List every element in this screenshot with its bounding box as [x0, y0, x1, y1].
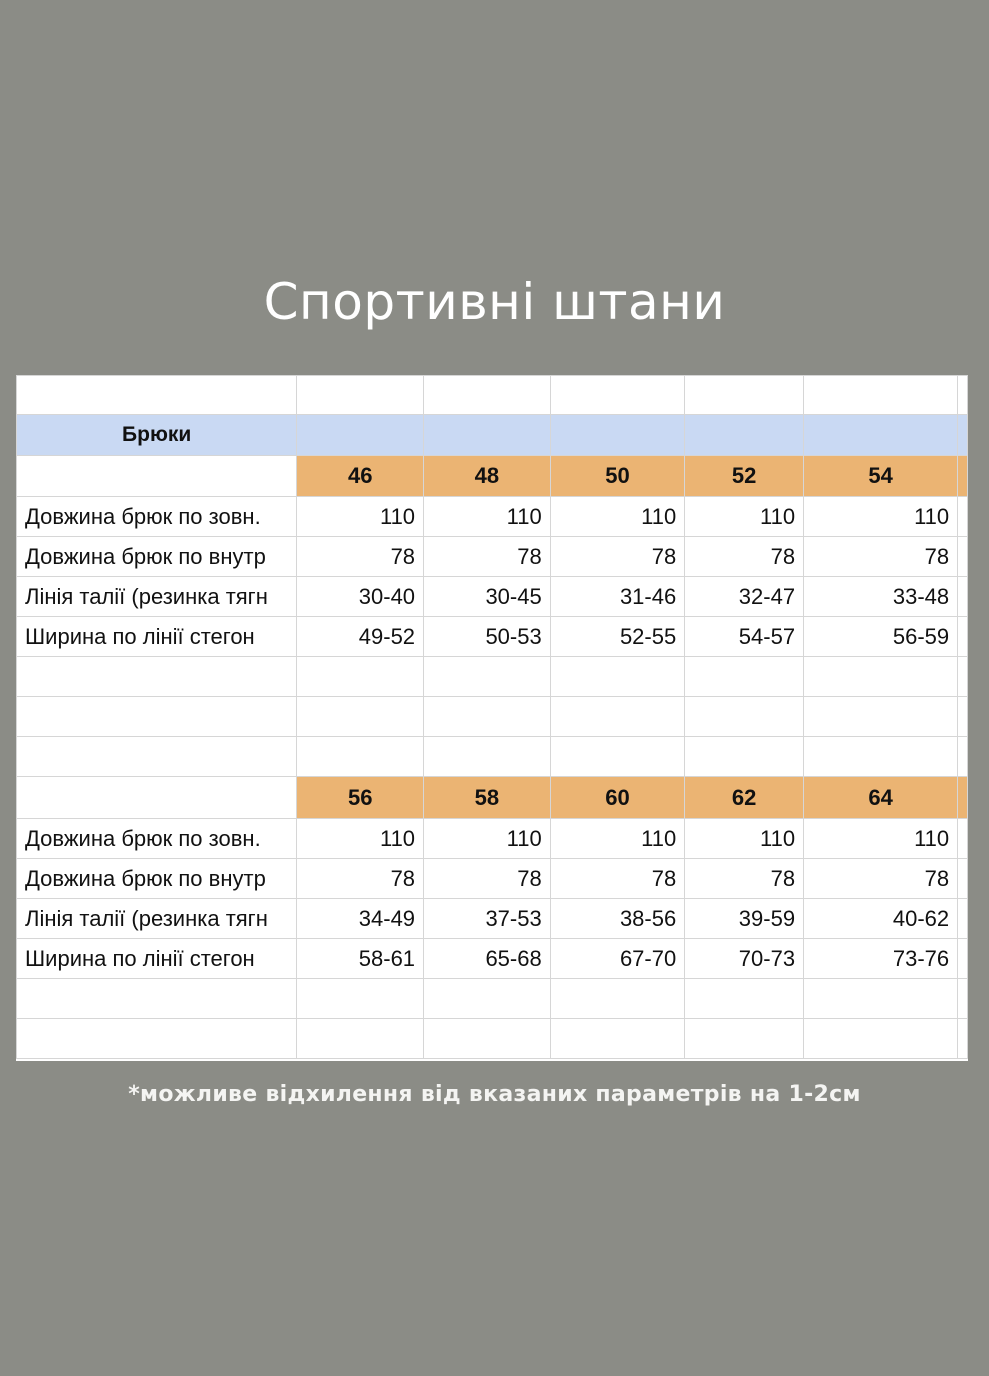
cell[interactable]: [550, 697, 685, 737]
value-cell[interactable]: 78: [685, 537, 804, 577]
value-cell[interactable]: 78: [550, 537, 685, 577]
cell[interactable]: [958, 737, 968, 777]
cell[interactable]: [685, 697, 804, 737]
header-blank-cell[interactable]: [685, 415, 804, 456]
cell[interactable]: [958, 697, 968, 737]
value-cell[interactable]: 78: [685, 859, 804, 899]
row-label[interactable]: Лінія талії (резинка тягн: [17, 577, 297, 617]
table-row: [17, 617, 968, 657]
cell[interactable]: [424, 697, 551, 737]
table-row: [17, 537, 968, 577]
header-blank-cell[interactable]: [550, 415, 685, 456]
size-chart-table: [16, 375, 968, 1059]
cell[interactable]: [958, 979, 968, 1019]
cell[interactable]: [297, 1019, 424, 1059]
cell[interactable]: [17, 697, 297, 737]
value-cell[interactable]: 78: [297, 859, 424, 899]
cell[interactable]: [550, 376, 685, 415]
value-cell[interactable]: 78: [550, 859, 685, 899]
value-cell[interactable]: 34-49: [297, 899, 424, 939]
cell[interactable]: [424, 737, 551, 777]
value-cell[interactable]: 50-53: [424, 617, 551, 657]
value-cell[interactable]: 110: [297, 819, 424, 859]
value-cell[interactable]: 110: [685, 819, 804, 859]
cell[interactable]: [17, 376, 297, 415]
size-cell[interactable]: 46: [297, 456, 424, 497]
cell[interactable]: [958, 577, 968, 617]
empty-row: [17, 376, 968, 415]
cell[interactable]: [804, 657, 958, 697]
row-label[interactable]: Довжина брюк по зовн.: [17, 497, 297, 537]
table-row: [17, 859, 968, 899]
value-cell[interactable]: 32-47: [685, 577, 804, 617]
value-cell[interactable]: 49-52: [297, 617, 424, 657]
tolerance-footnote: *можливе відхилення від вказаних параметрів на 1-2см: [128, 1082, 861, 1107]
cell[interactable]: [550, 1019, 685, 1059]
cell[interactable]: [958, 1019, 968, 1059]
row-label[interactable]: Ширина по лінії стегон: [17, 617, 297, 657]
size-cell[interactable]: 62: [685, 777, 804, 819]
cell[interactable]: [804, 979, 958, 1019]
value-cell[interactable]: 78: [804, 859, 958, 899]
value-cell[interactable]: 73-76: [804, 939, 958, 979]
size-row: [17, 456, 968, 497]
cell[interactable]: [550, 737, 685, 777]
value-cell[interactable]: 30-40: [297, 577, 424, 617]
cell[interactable]: [958, 657, 968, 697]
value-cell[interactable]: 65-68: [424, 939, 551, 979]
value-cell[interactable]: 30-45: [424, 577, 551, 617]
cell[interactable]: [424, 376, 551, 415]
row-label[interactable]: Довжина брюк по внутр: [17, 859, 297, 899]
table-row: [17, 899, 968, 939]
header-blank-cell[interactable]: [804, 415, 958, 456]
size-cell[interactable]: 52: [685, 456, 804, 497]
empty-row: [17, 657, 968, 697]
value-cell[interactable]: 78: [424, 859, 551, 899]
cell[interactable]: [297, 657, 424, 697]
cell[interactable]: [550, 657, 685, 697]
row-label[interactable]: Ширина по лінії стегон: [17, 939, 297, 979]
cell[interactable]: [804, 697, 958, 737]
value-cell[interactable]: 33-48: [804, 577, 958, 617]
cell[interactable]: [297, 737, 424, 777]
size-row: [17, 777, 968, 819]
size-chart-spreadsheet: [16, 375, 968, 1061]
value-cell[interactable]: 40-62: [804, 899, 958, 939]
value-cell[interactable]: 70-73: [685, 939, 804, 979]
cell[interactable]: [17, 737, 297, 777]
cell[interactable]: [958, 899, 968, 939]
cell[interactable]: [17, 1019, 297, 1059]
value-cell[interactable]: 31-46: [550, 577, 685, 617]
cell[interactable]: [550, 979, 685, 1019]
value-cell[interactable]: 39-59: [685, 899, 804, 939]
row-label[interactable]: Лінія талії (резинка тягн: [17, 899, 297, 939]
size-cell[interactable]: 58: [424, 777, 551, 819]
cell[interactable]: [17, 777, 297, 819]
value-cell[interactable]: 110: [550, 819, 685, 859]
table-row: [17, 577, 968, 617]
cell[interactable]: [958, 859, 968, 899]
size-cell[interactable]: 56: [297, 777, 424, 819]
size-cell[interactable]: 60: [550, 777, 685, 819]
cell[interactable]: [297, 376, 424, 415]
empty-row: [17, 979, 968, 1019]
cell[interactable]: [804, 737, 958, 777]
cell[interactable]: [685, 737, 804, 777]
header-row: [17, 415, 968, 456]
header-blank-cell[interactable]: [297, 415, 424, 456]
value-cell[interactable]: 110: [424, 819, 551, 859]
cell[interactable]: [685, 979, 804, 1019]
row-label[interactable]: Довжина брюк по внутр: [17, 537, 297, 577]
cell[interactable]: [297, 979, 424, 1019]
table-row: [17, 939, 968, 979]
cell[interactable]: [958, 939, 968, 979]
value-cell[interactable]: 67-70: [550, 939, 685, 979]
size-cell[interactable]: 54: [804, 456, 958, 497]
row-label[interactable]: Довжина брюк по зовн.: [17, 819, 297, 859]
table-row: [17, 819, 968, 859]
cell[interactable]: [958, 819, 968, 859]
cell[interactable]: [297, 697, 424, 737]
cell[interactable]: [17, 979, 297, 1019]
cell[interactable]: [804, 376, 958, 415]
value-cell[interactable]: 58-61: [297, 939, 424, 979]
value-cell[interactable]: 54-57: [685, 617, 804, 657]
value-cell[interactable]: 110: [297, 497, 424, 537]
cell[interactable]: [685, 1019, 804, 1059]
header-blank-cell[interactable]: [424, 415, 551, 456]
cell[interactable]: [424, 979, 551, 1019]
value-cell[interactable]: 78: [804, 537, 958, 577]
value-cell[interactable]: 78: [297, 537, 424, 577]
value-cell[interactable]: 110: [550, 497, 685, 537]
size-cell[interactable]: [958, 777, 968, 819]
value-cell[interactable]: 78: [424, 537, 551, 577]
value-cell[interactable]: 110: [804, 497, 958, 537]
cell[interactable]: [424, 1019, 551, 1059]
value-cell[interactable]: 52-55: [550, 617, 685, 657]
cell[interactable]: [685, 657, 804, 697]
value-cell[interactable]: 56-59: [804, 617, 958, 657]
table-row: [17, 497, 968, 537]
header-blank-cell[interactable]: [958, 415, 968, 456]
size-cell[interactable]: 64: [804, 777, 958, 819]
empty-row: [17, 737, 968, 777]
cell[interactable]: [958, 376, 968, 415]
cell[interactable]: [17, 456, 297, 497]
size-cell[interactable]: 50: [550, 456, 685, 497]
cell[interactable]: [958, 537, 968, 577]
value-cell[interactable]: 37-53: [424, 899, 551, 939]
value-cell[interactable]: 110: [804, 819, 958, 859]
cell[interactable]: [424, 657, 551, 697]
header-label-cell[interactable]: Брюки: [17, 415, 297, 456]
cell[interactable]: [685, 376, 804, 415]
value-cell[interactable]: 110: [685, 497, 804, 537]
empty-row: [17, 1019, 968, 1059]
size-cell[interactable]: 48: [424, 456, 551, 497]
value-cell[interactable]: 110: [424, 497, 551, 537]
value-cell[interactable]: 38-56: [550, 899, 685, 939]
cell[interactable]: [958, 617, 968, 657]
page-title: Спортивні штани: [263, 273, 726, 331]
size-cell[interactable]: [958, 456, 968, 497]
cell[interactable]: [804, 1019, 958, 1059]
cell[interactable]: [958, 497, 968, 537]
cell[interactable]: [17, 657, 297, 697]
empty-row: [17, 697, 968, 737]
